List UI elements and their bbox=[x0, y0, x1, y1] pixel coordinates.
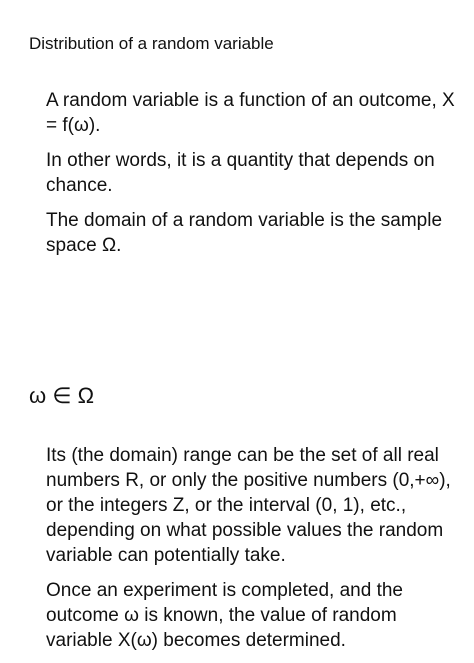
paragraph-chance: In other words, it is a quantity that depends on chance. bbox=[46, 150, 435, 196]
page-title: Distribution of a random variable bbox=[29, 34, 274, 53]
paragraph-domain: The domain of a random variable is the sample space Ω. bbox=[46, 210, 443, 256]
omega-in-sample-space: ω ∈ Ω bbox=[29, 383, 95, 408]
paragraph-range: Its (the domain) range can be the set of all real numbers R, or only the positive numbers (0,+∞), or the integers Z, or the interval (0, 1), etc., depending on what possible values the random variable can potentially take. bbox=[46, 445, 451, 566]
definition-block bbox=[46, 88, 456, 268]
paragraph-function: A random variable is a function of an outcome, X = f(ω). bbox=[46, 90, 455, 136]
range-block bbox=[46, 443, 456, 663]
paragraph-experiment: Once an experiment is completed, and the outcome ω is known, the value of random variable X(ω) becomes determined. bbox=[46, 580, 403, 651]
